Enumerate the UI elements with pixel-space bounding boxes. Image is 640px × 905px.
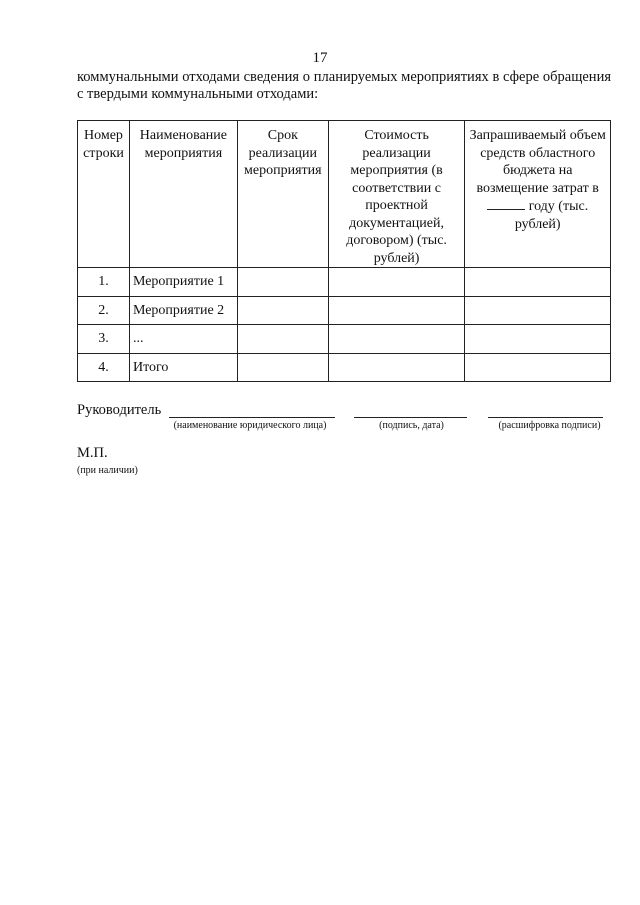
stamp-label: М.П. — [77, 445, 108, 461]
table-header-row — [78, 121, 611, 268]
row-deadline-cell — [237, 296, 328, 325]
intro-paragraph: коммунальными отходами сведения о планируемых мероприятиях в сфере обращения с твердыми коммунальными отходами: — [77, 69, 611, 102]
row-deadline-cell — [237, 325, 328, 354]
table-row — [78, 296, 611, 325]
row-requested-cell — [465, 268, 611, 297]
row-deadline-cell — [237, 353, 328, 382]
row-deadline-cell — [237, 268, 328, 297]
table-row — [78, 353, 611, 382]
row-event-name: Мероприятие 2 — [129, 296, 237, 325]
header-requested-amount-text: Запрашиваемый объем средств областного бюджета на возмещение затрат в — [469, 128, 606, 196]
row-cost-cell — [328, 353, 465, 382]
signature-caption: (подпись, дата) — [379, 420, 444, 431]
row-number: 3. — [78, 325, 130, 354]
org-name-line — [169, 417, 335, 418]
year-blank-line — [487, 197, 525, 210]
header-cost: Стоимость реализации мероприятия (в соответствии с проектной документацией, договором) (тыс. рублей) — [328, 121, 465, 268]
name-decoding-line — [488, 417, 603, 418]
header-requested-amount-suffix: году (тыс. рублей) — [514, 199, 589, 232]
row-number: 2. — [78, 296, 130, 325]
name-decoding-caption: (расшифровка подписи) — [498, 420, 601, 431]
stamp-note: (при наличии) — [77, 465, 138, 476]
row-event-name: Итого — [129, 353, 237, 382]
row-event-name: ... — [129, 325, 237, 354]
row-requested-cell — [465, 325, 611, 354]
row-number: 4. — [78, 353, 130, 382]
row-cost-cell — [328, 268, 465, 297]
signature-line — [354, 417, 467, 418]
row-cost-cell — [328, 325, 465, 354]
events-table — [77, 120, 611, 382]
row-cost-cell — [328, 296, 465, 325]
row-requested-cell — [465, 353, 611, 382]
org-name-caption: (наименование юридического лица) — [173, 420, 327, 431]
table-row — [78, 325, 611, 354]
header-requested-amount — [465, 121, 611, 268]
signatory-title: Руководитель — [77, 402, 162, 418]
table-row — [78, 268, 611, 297]
row-event-name: Мероприятие 1 — [129, 268, 237, 297]
header-event-name: Наименование мероприятия — [129, 121, 237, 268]
row-number: 1. — [78, 268, 130, 297]
page-number: 17 — [312, 50, 328, 66]
header-row-number: Номер строки — [78, 121, 130, 268]
header-deadline: Срок реализации мероприятия — [237, 121, 328, 268]
row-requested-cell — [465, 296, 611, 325]
